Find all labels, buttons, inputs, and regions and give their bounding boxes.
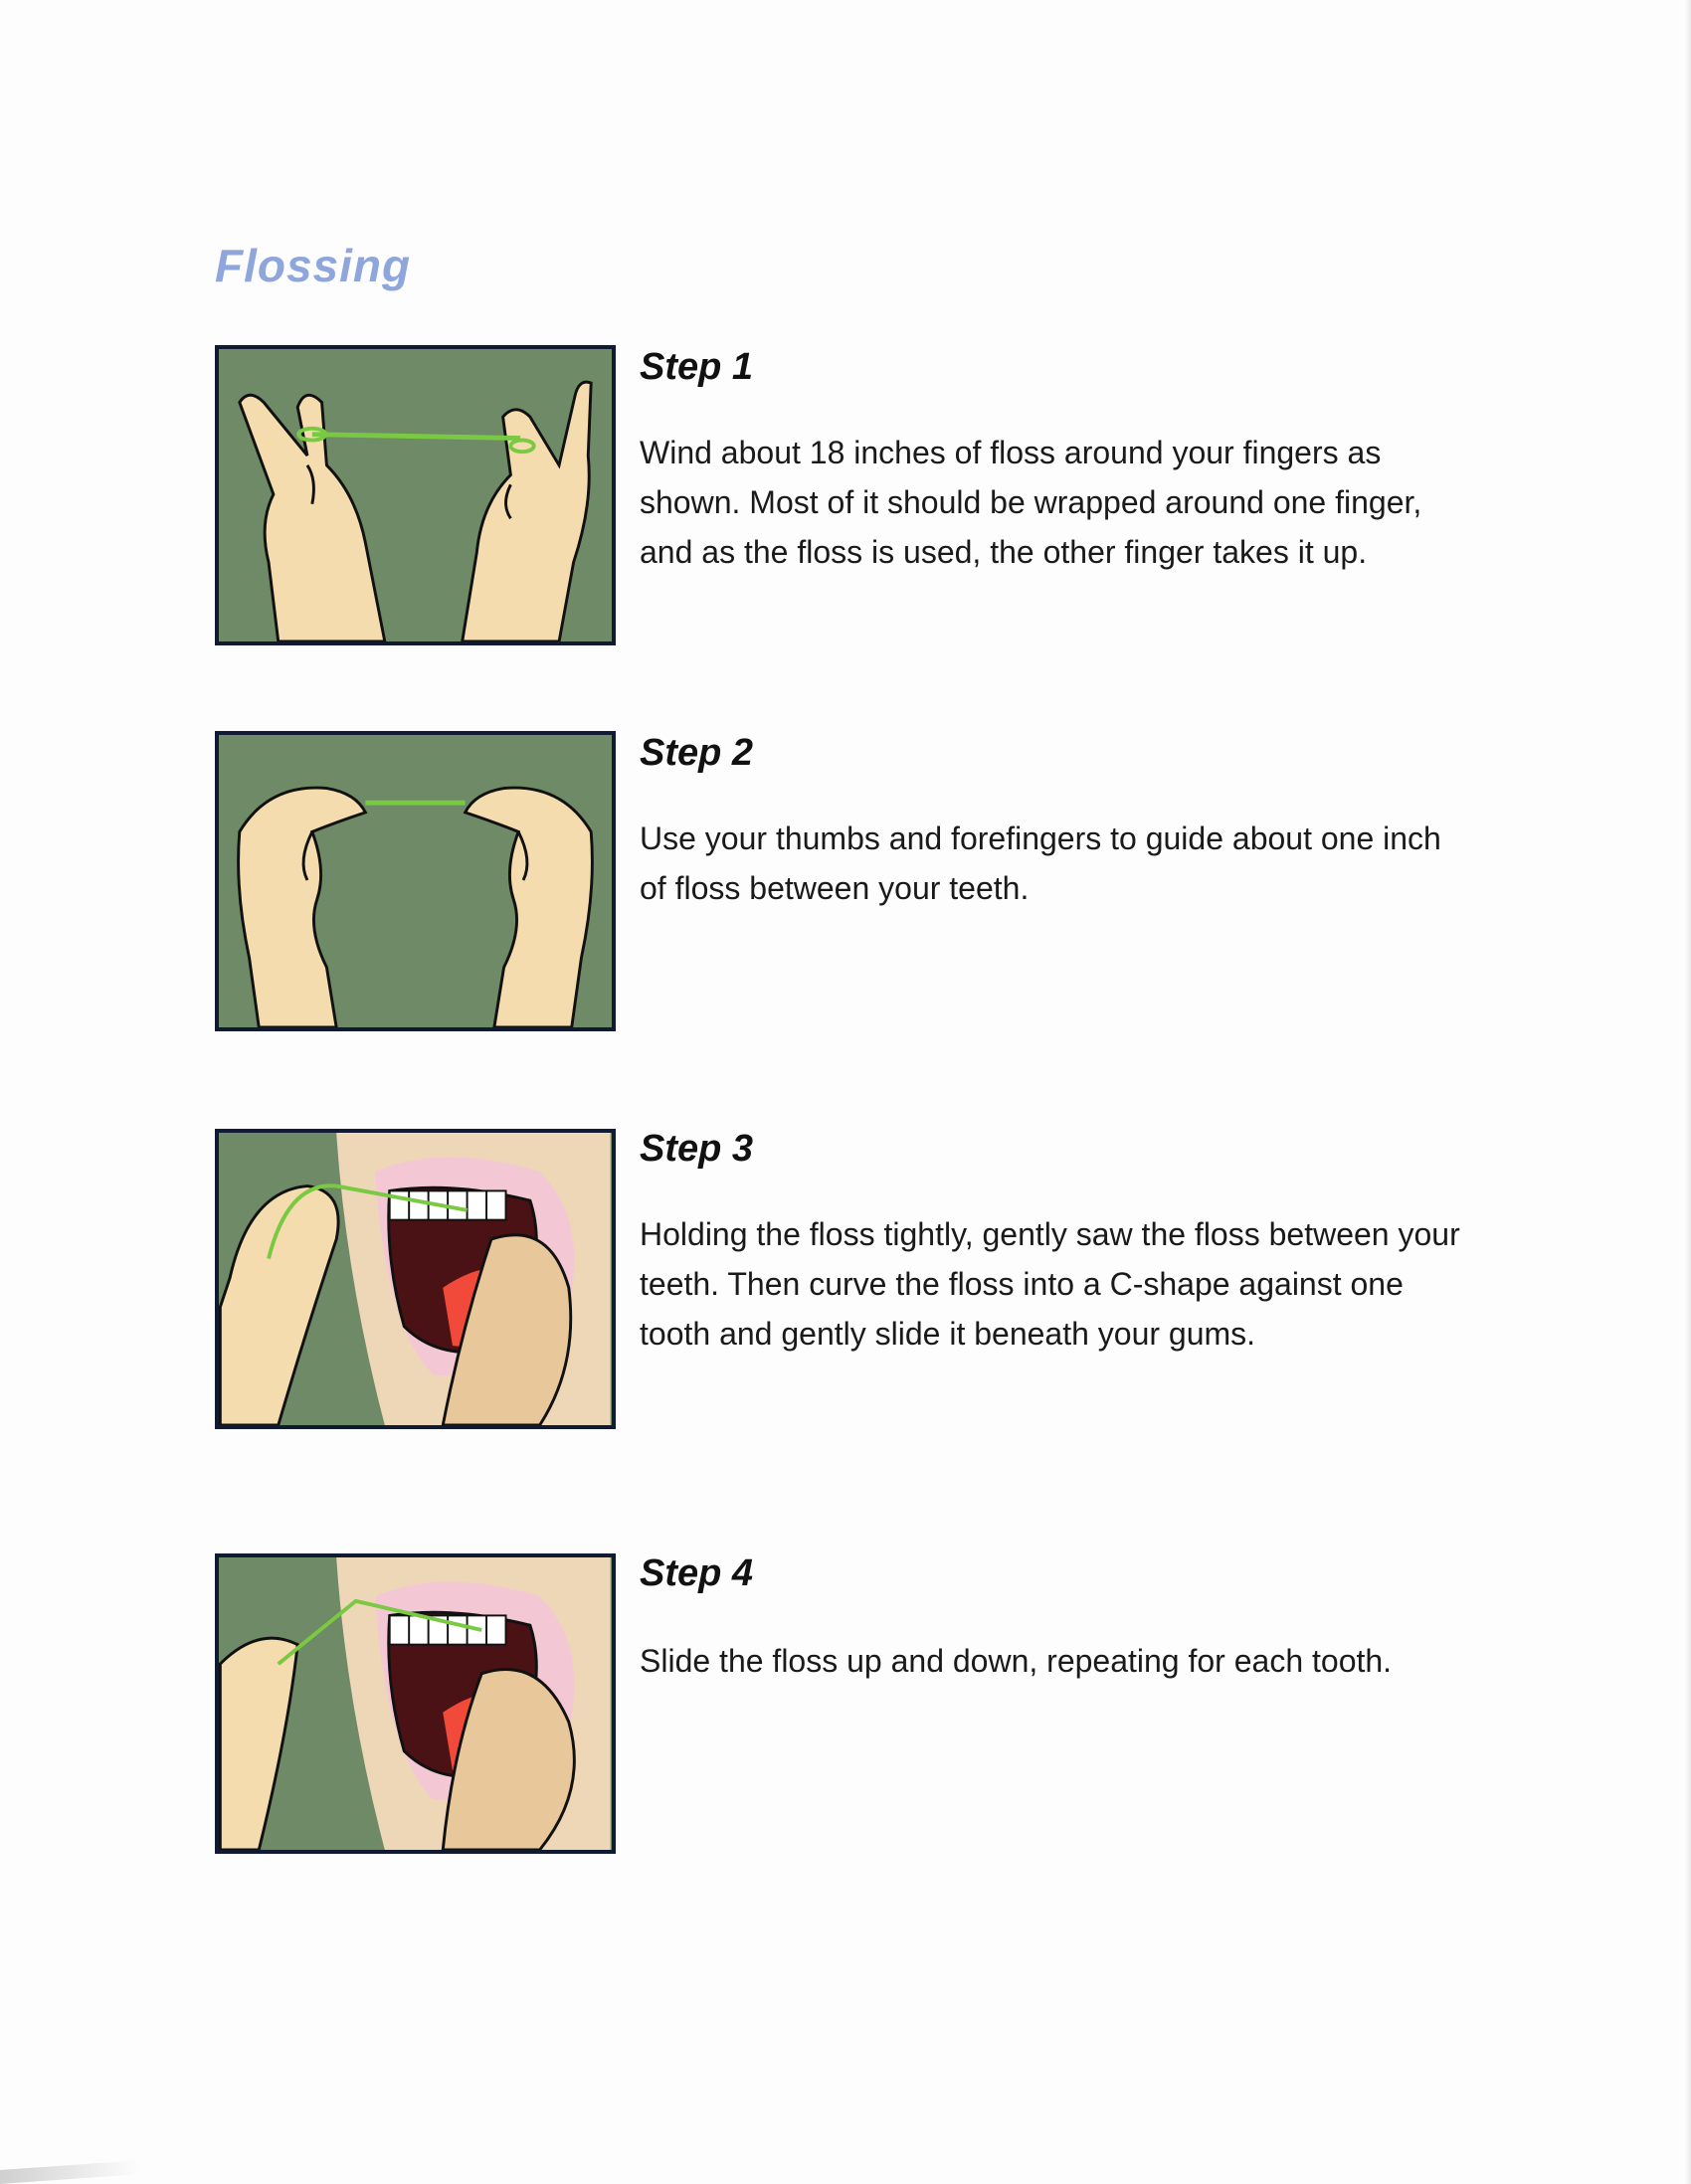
step-4-text: Slide the floss up and down, repeating for each tooth. (640, 1643, 1393, 1679)
step-4-heading: Step 4 (640, 1552, 754, 1594)
floss-up-and-down-illustration (219, 1557, 612, 1850)
step-1-illustration (215, 345, 616, 645)
thumbs-forefingers-floss-illustration (219, 735, 612, 1027)
floss-between-teeth-illustration (219, 1133, 612, 1425)
hands-winding-floss-illustration (219, 349, 612, 641)
step-2-illustration (215, 731, 616, 1031)
scan-shadow-corner (0, 2160, 139, 2184)
step-1-text: Wind about 18 inches of floss around your fingers as shown. Most of it should be wrapped around one finger, and as the floss is used, the other finger takes it up. (640, 435, 1422, 570)
step-3-illustration (215, 1129, 616, 1429)
step-1-heading: Step 1 (640, 346, 754, 388)
step-3-heading: Step 3 (640, 1128, 754, 1170)
scan-shadow-right (1685, 0, 1691, 2184)
step-4-illustration (215, 1553, 616, 1854)
step-2-text: Use your thumbs and forefingers to guide about one inch of floss between your teeth. (640, 820, 1441, 906)
step-2-heading: Step 2 (640, 732, 754, 774)
step-3-text: Holding the floss tightly, gently saw the floss between your teeth. Then curve the floss into a C-shape against one tooth and gently slide it beneath your gums. (640, 1216, 1460, 1352)
page-title: Flossing (215, 240, 412, 291)
